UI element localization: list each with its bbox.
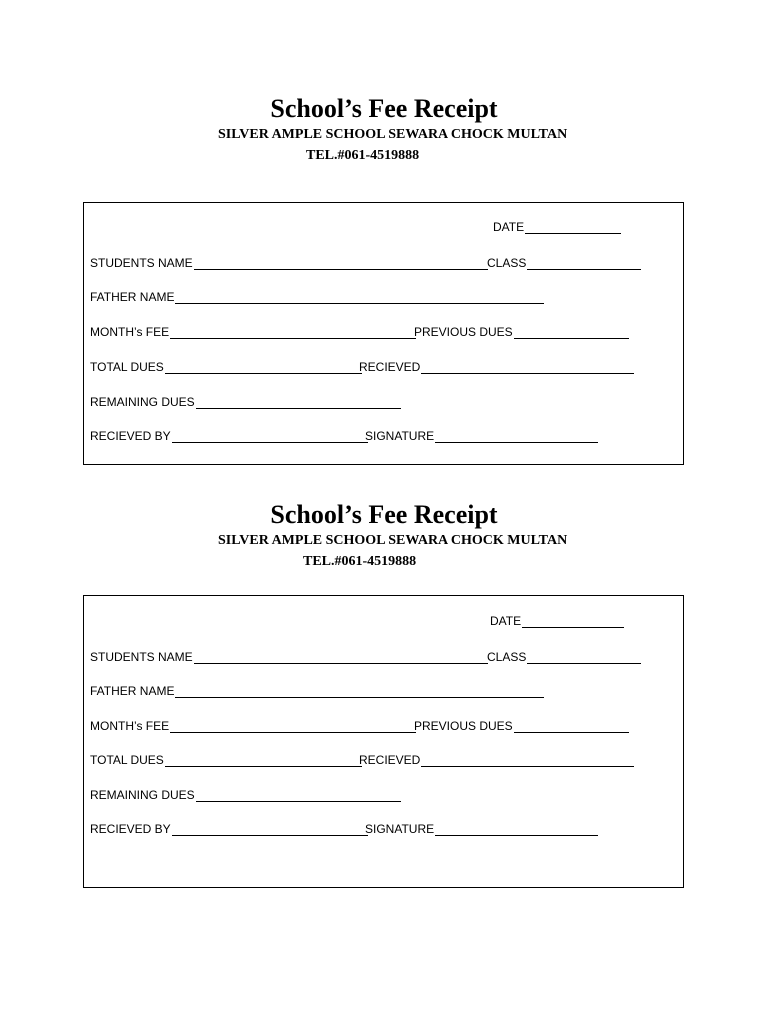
students-name-label: STUDENTS NAME xyxy=(90,256,193,270)
received-field xyxy=(359,753,634,767)
signature-input-line[interactable] xyxy=(435,431,598,443)
months-fee-field xyxy=(90,325,416,339)
school-name: SILVER AMPLE SCHOOL SEWARA CHOCK MULTAN xyxy=(218,533,568,548)
signature-label: SIGNATURE xyxy=(365,822,435,836)
total-dues-field xyxy=(90,753,362,767)
father-name-input-line[interactable] xyxy=(175,686,544,698)
total-dues-field xyxy=(90,360,362,374)
signature-field xyxy=(365,429,598,443)
total-dues-label: TOTAL DUES xyxy=(90,753,164,767)
students-name-input-line[interactable] xyxy=(194,652,488,664)
remaining-dues-input-line[interactable] xyxy=(196,790,401,802)
received-input-line[interactable] xyxy=(421,755,634,767)
remaining-dues-label: REMAINING DUES xyxy=(90,788,195,802)
date-input-line[interactable] xyxy=(522,616,624,628)
remaining-dues-field xyxy=(90,395,401,409)
signature-field xyxy=(365,822,598,836)
received-label: RECIEVED xyxy=(359,753,421,767)
class-field xyxy=(487,650,641,664)
father-name-field xyxy=(90,684,544,698)
previous-dues-input-line[interactable] xyxy=(514,327,629,339)
received-by-field xyxy=(90,822,368,836)
students-name-field xyxy=(90,650,488,664)
remaining-dues-input-line[interactable] xyxy=(196,397,401,409)
previous-dues-field xyxy=(414,719,629,733)
school-telephone: TEL.#061-4519888 xyxy=(303,554,417,569)
class-label: CLASS xyxy=(487,650,527,664)
months-fee-label: MONTH’s FEE xyxy=(90,325,170,339)
total-dues-input-line[interactable] xyxy=(165,362,362,374)
remaining-dues-field xyxy=(90,788,401,802)
received-by-input-line[interactable] xyxy=(172,824,368,836)
signature-input-line[interactable] xyxy=(435,824,598,836)
months-fee-label: MONTH’s FEE xyxy=(90,719,170,733)
father-name-label: FATHER NAME xyxy=(90,290,175,304)
school-telephone: TEL.#061-4519888 xyxy=(306,148,420,163)
previous-dues-label: PREVIOUS DUES xyxy=(414,325,513,339)
months-fee-field xyxy=(90,719,416,733)
total-dues-label: TOTAL DUES xyxy=(90,360,164,374)
received-by-input-line[interactable] xyxy=(172,431,368,443)
months-fee-input-line[interactable] xyxy=(170,721,416,733)
date-label: DATE xyxy=(493,220,525,234)
class-input-line[interactable] xyxy=(527,258,641,270)
remaining-dues-label: REMAINING DUES xyxy=(90,395,195,409)
received-by-field xyxy=(90,429,368,443)
previous-dues-input-line[interactable] xyxy=(514,721,629,733)
received-by-label: RECIEVED BY xyxy=(90,822,171,836)
total-dues-input-line[interactable] xyxy=(165,755,362,767)
previous-dues-label: PREVIOUS DUES xyxy=(414,719,513,733)
class-label: CLASS xyxy=(487,256,527,270)
class-field xyxy=(487,256,641,270)
students-name-label: STUDENTS NAME xyxy=(90,650,193,664)
receipt-title: School’s Fee Receipt xyxy=(270,94,498,123)
school-name: SILVER AMPLE SCHOOL SEWARA CHOCK MULTAN xyxy=(218,127,568,142)
receipt-form-box xyxy=(83,595,684,888)
students-name-input-line[interactable] xyxy=(194,258,488,270)
date-field xyxy=(493,220,621,234)
received-label: RECIEVED xyxy=(359,360,421,374)
class-input-line[interactable] xyxy=(527,652,641,664)
date-input-line[interactable] xyxy=(525,222,621,234)
father-name-input-line[interactable] xyxy=(175,292,544,304)
receipt-form-box xyxy=(83,202,684,465)
date-field xyxy=(490,614,624,628)
receipt-title: School’s Fee Receipt xyxy=(270,500,498,529)
signature-label: SIGNATURE xyxy=(365,429,435,443)
months-fee-input-line[interactable] xyxy=(170,327,416,339)
received-field xyxy=(359,360,634,374)
date-label: DATE xyxy=(490,614,522,628)
father-name-field xyxy=(90,290,544,304)
received-input-line[interactable] xyxy=(421,362,634,374)
students-name-field xyxy=(90,256,488,270)
received-by-label: RECIEVED BY xyxy=(90,429,171,443)
previous-dues-field xyxy=(414,325,629,339)
father-name-label: FATHER NAME xyxy=(90,684,175,698)
